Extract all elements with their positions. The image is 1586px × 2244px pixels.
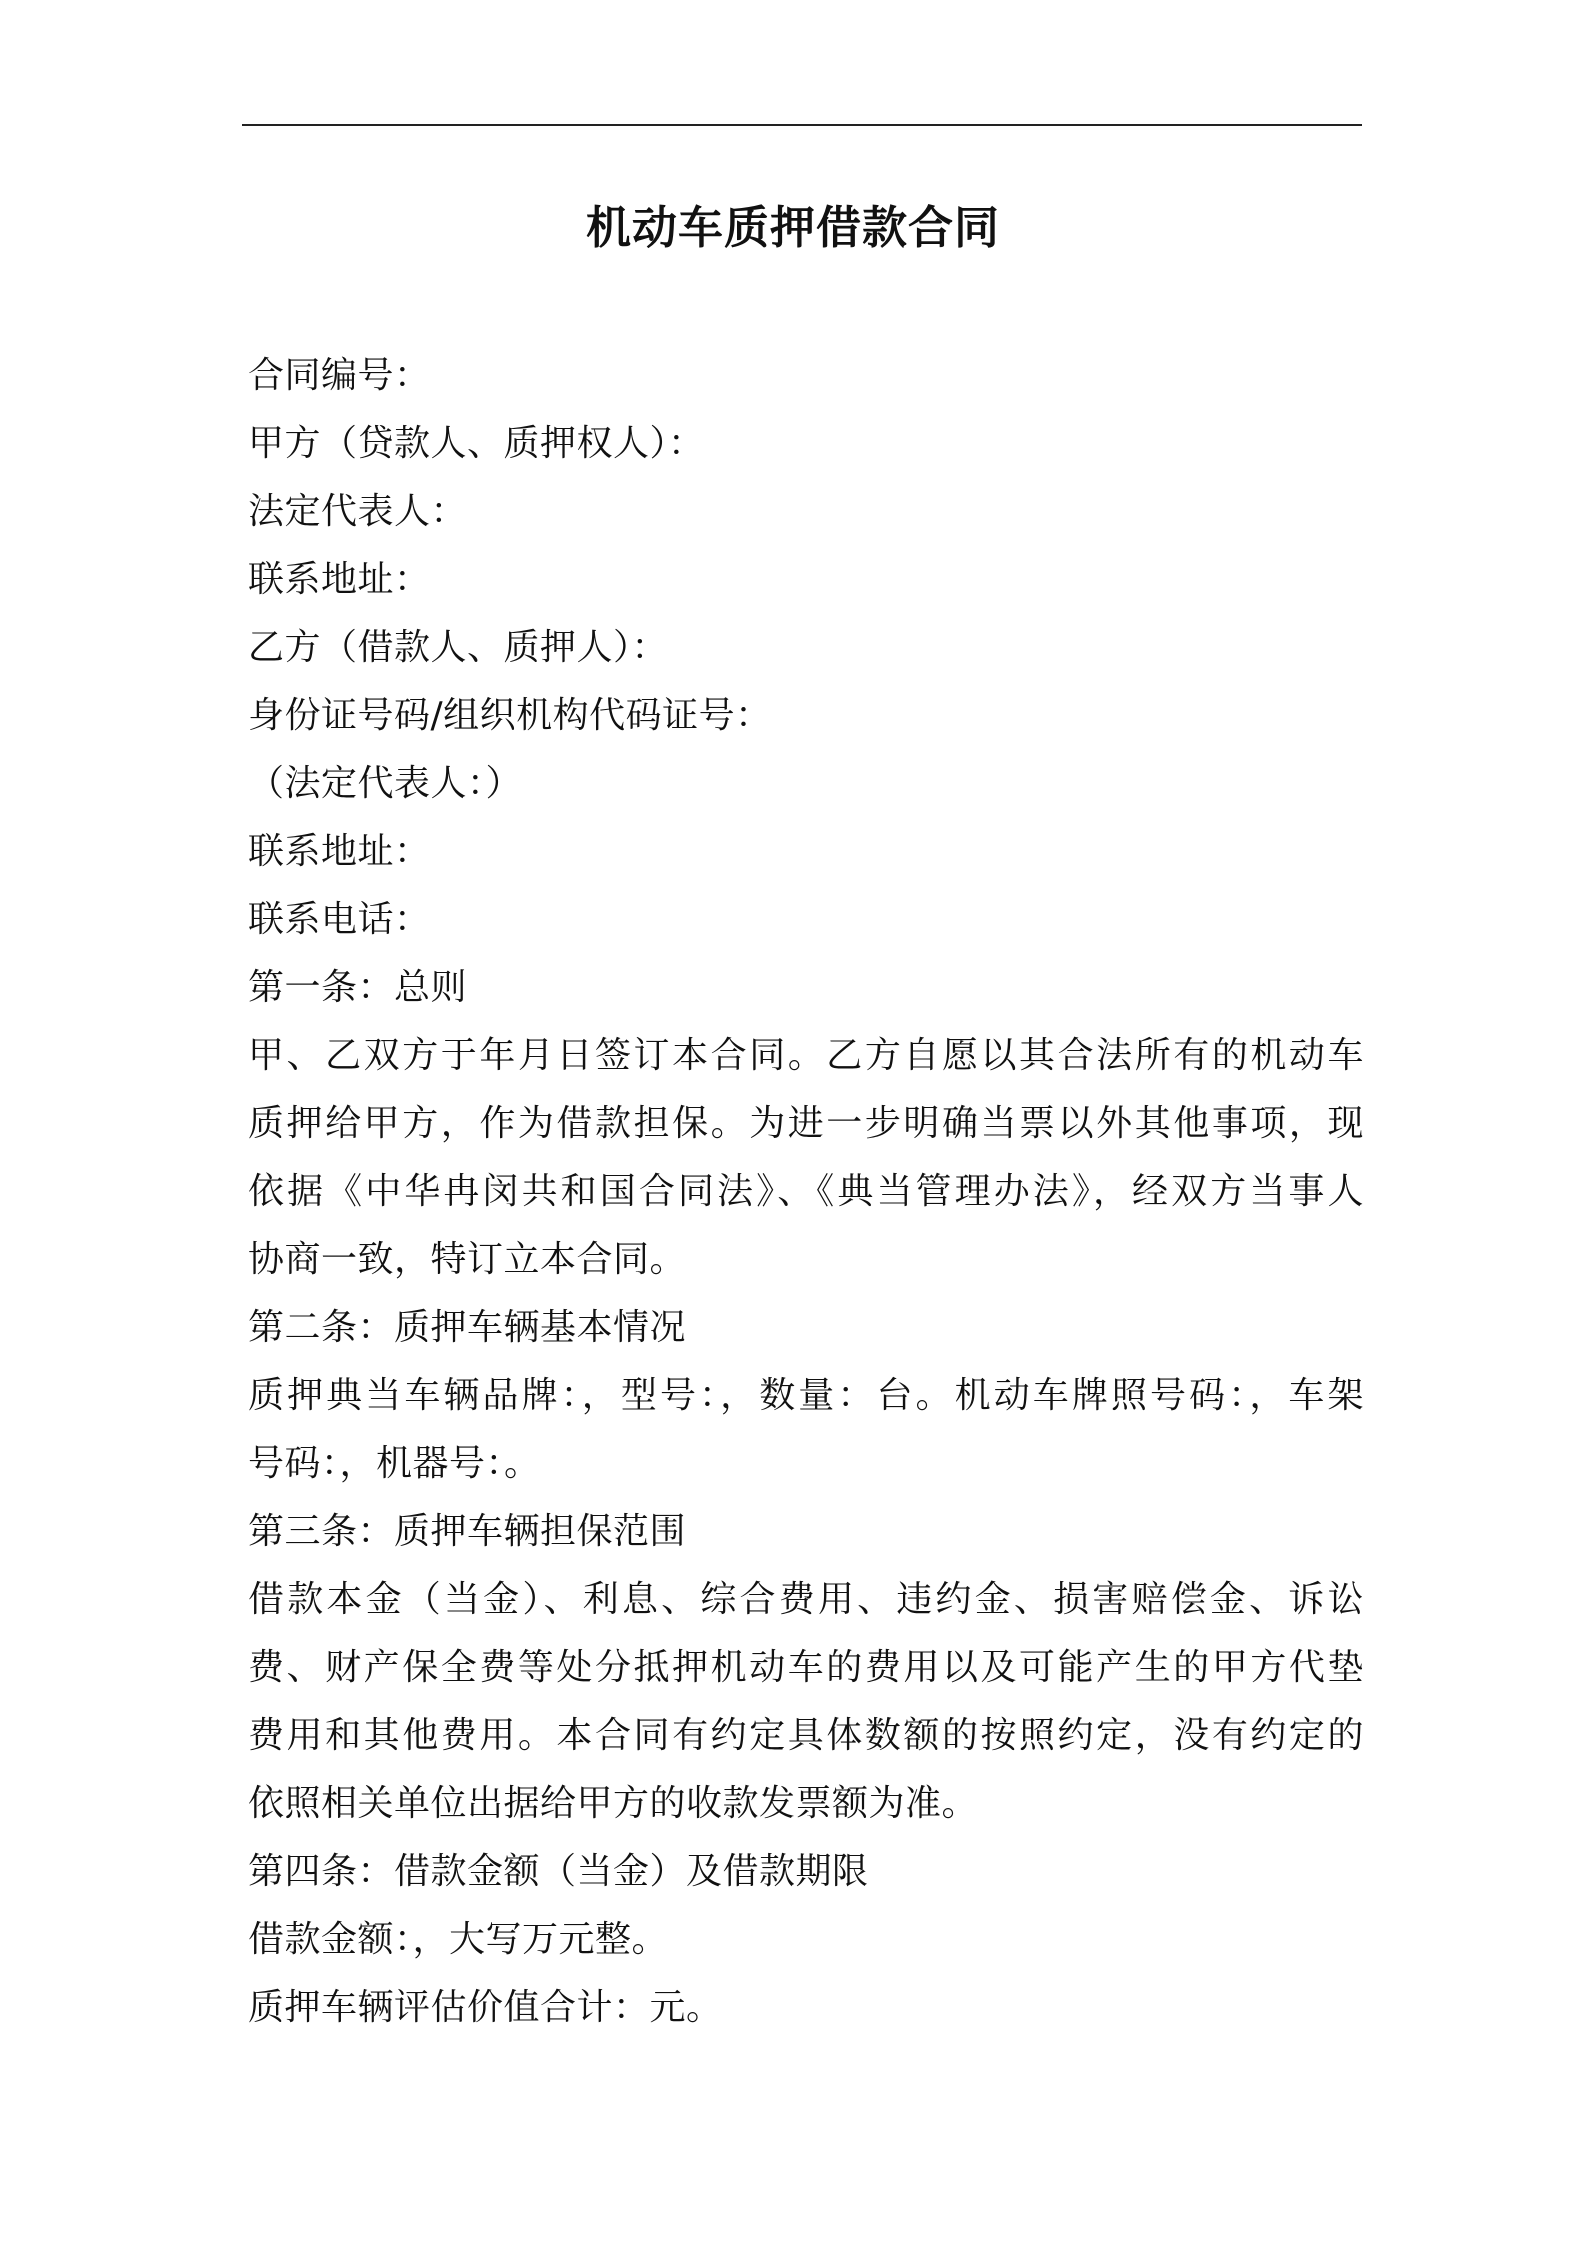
field-id-number: 身份证号码/组织机构代码证号： (248, 695, 772, 736)
field-party-b-address: 联系地址： (248, 831, 431, 872)
article-1-text-line: 质押给甲方，作为借款担保。为进一步明确当票以外其他事项，现 (248, 1103, 1364, 1144)
article-1-heading: 第一条：总则 (248, 967, 468, 1008)
field-phone: 联系电话： (248, 899, 431, 940)
field-legal-representative: 法定代表人： (248, 491, 468, 532)
article-1-text-line: 协商一致，特订立本合同。 (248, 1239, 687, 1280)
article-3-heading: 第三条：质押车辆担保范围 (248, 1511, 687, 1552)
article-3-text-line: 费用和其他费用。本合同有约定具体数额的按照约定，没有约定的 (248, 1715, 1364, 1756)
article-2-heading: 第二条：质押车辆基本情况 (248, 1307, 687, 1348)
article-3-text-line: 依照相关单位出据给甲方的收款发票额为准。 (248, 1783, 979, 1824)
field-party-a: 甲方（贷款人、质押权人）： (248, 423, 705, 464)
article-4-heading: 第四条：借款金额（当金）及借款期限 (248, 1851, 869, 1892)
field-contract-number: 合同编号： (248, 355, 431, 396)
article-3-text-line: 费、财产保全费等处分抵押机动车的费用以及可能产生的甲方代垫 (248, 1647, 1364, 1688)
field-party-b: 乙方（借款人、质押人）： (248, 627, 669, 668)
field-party-a-address: 联系地址： (248, 559, 431, 600)
article-1-text-line: 甲、乙双方于年月日签订本合同。乙方自愿以其合法所有的机动车 (248, 1035, 1364, 1076)
article-2-text-line: 号码：，机器号：。 (248, 1443, 541, 1484)
contract-body (248, 342, 1364, 2042)
article-2-text-line: 质押典当车辆品牌：，型号：，数量：台。机动车牌照号码：，车架 (248, 1375, 1364, 1416)
article-3-text-line: 借款本金（当金）、利息、综合费用、违约金、损害赔偿金、诉讼 (248, 1579, 1364, 1620)
document-title: 机动车质押借款合同 (585, 201, 1000, 254)
article-1-text-line: 依据《中华冉闵共和国合同法》、《典当管理办法》，经双方当事人 (248, 1171, 1364, 1212)
header-rule (242, 124, 1362, 126)
article-4-appraised-value: 质押车辆评估价值合计：元。 (248, 1987, 723, 2028)
field-party-b-representative: （法定代表人：） (248, 763, 523, 804)
article-4-loan-amount: 借款金额：，大写万元整。 (248, 1919, 669, 1960)
